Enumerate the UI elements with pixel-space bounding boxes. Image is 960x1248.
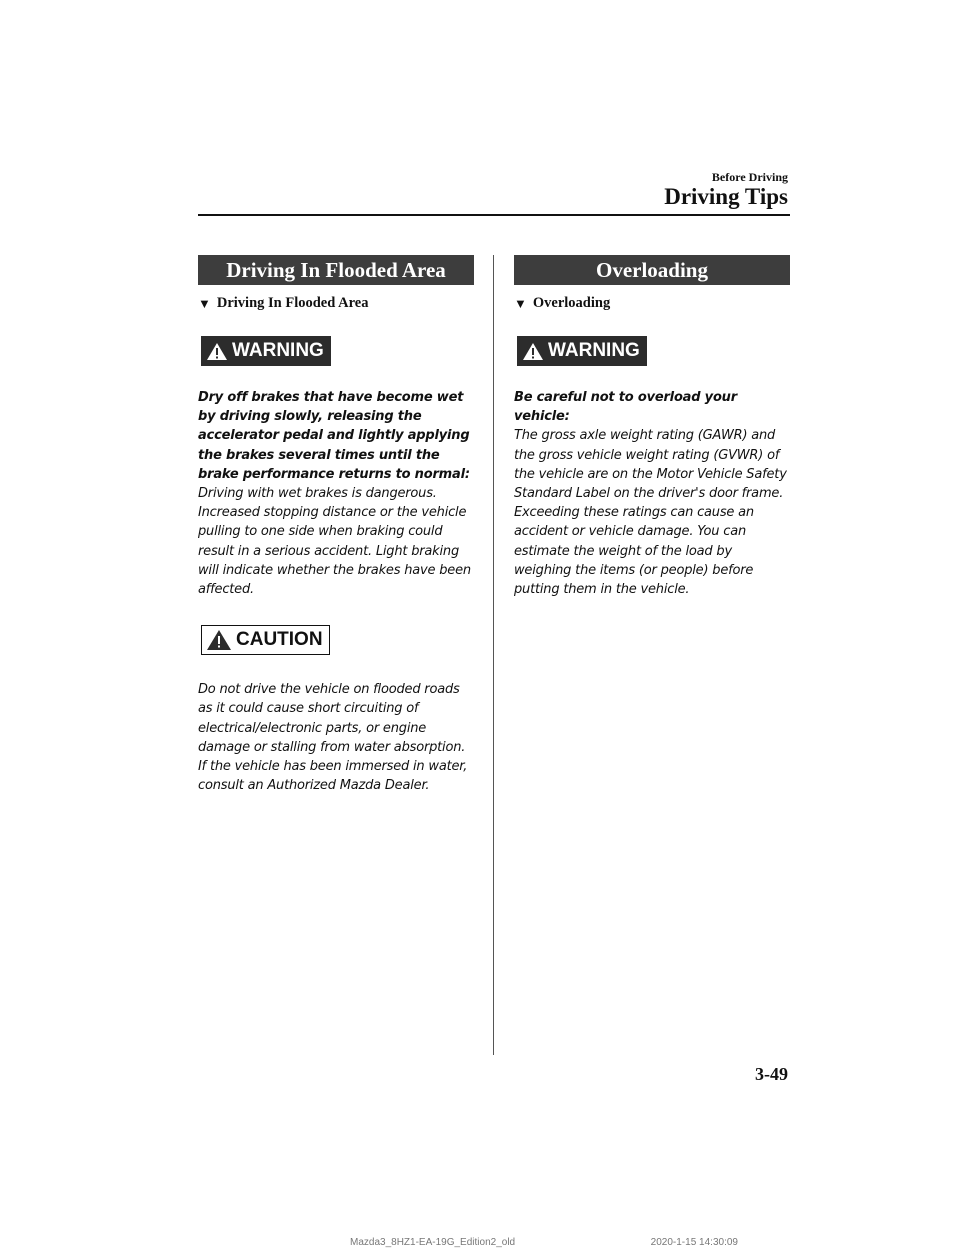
footer-right: 2020-1-15 14:30:09 (650, 1237, 738, 1248)
overloading-subheading (514, 295, 790, 312)
overloading-warning-bold: Be careful not to overload your vehicle: (514, 390, 737, 425)
flooded-area-subheading (198, 295, 474, 312)
chapter-title: Before Driving (711, 170, 788, 184)
right-column (514, 255, 790, 599)
overloading-warning-text: The gross axle weight rating (GAWR) and the gross vehicle weight rating (GVWR) of the vehicle are on the Motor Vehicle Safety Standard Label on the driver's door frame. Exceeding these ratings can cause an accident or vehicle damage. You can estimate the weight of the load by weighing the items (or people) before putting them in the vehicle. (514, 428, 787, 598)
column-divider (493, 255, 494, 1055)
warning-triangle-icon (522, 342, 544, 361)
footer (350, 1237, 770, 1248)
flooded-caution-text: Do not drive the vehicle on flooded roads as it could cause short circuiting of electrical/electronic parts, or engine damage or stalling from water absorption. If the vehicle has been immersed in water, consult an Authorized Mazda Dealer. (198, 682, 468, 794)
warning-triangle-icon (206, 629, 232, 651)
footer-left: Mazda3_8HZ1-EA-19G_Edition2_old (350, 1237, 516, 1248)
caution-badge (201, 625, 330, 655)
flooded-area-bar: Driving In Flooded Area (198, 255, 474, 285)
triangle-down-icon: ▼ (514, 295, 527, 311)
page-number: 3-49 (755, 1064, 788, 1084)
header-rule (198, 214, 790, 216)
subheading-text: Overloading (532, 295, 611, 311)
triangle-down-icon: ▼ (198, 295, 211, 311)
flooded-warning-text: Driving with wet brakes is dangerous. Increased stopping distance or the vehicle pulling to one side when braking could result in a serious accident. Light braking will indicate whether the brakes have been affected. (198, 486, 471, 598)
flooded-warning-bold: Dry off brakes that have become wet by driving slowly, releasing the accelerator pedal and lightly applying the brakes several times until the brake performance returns to normal: (198, 390, 470, 482)
warning-badge (201, 336, 331, 366)
warning-badge (517, 336, 647, 366)
left-column (198, 255, 474, 795)
warning-label: WARNING (548, 340, 640, 361)
overloading-bar: Overloading (514, 255, 790, 285)
warning-label: WARNING (232, 340, 324, 361)
warning-triangle-icon (206, 342, 228, 361)
subheading-text: Driving In Flooded Area (216, 295, 369, 311)
section-title: Driving Tips (664, 184, 788, 209)
caution-label: CAUTION (236, 629, 323, 651)
